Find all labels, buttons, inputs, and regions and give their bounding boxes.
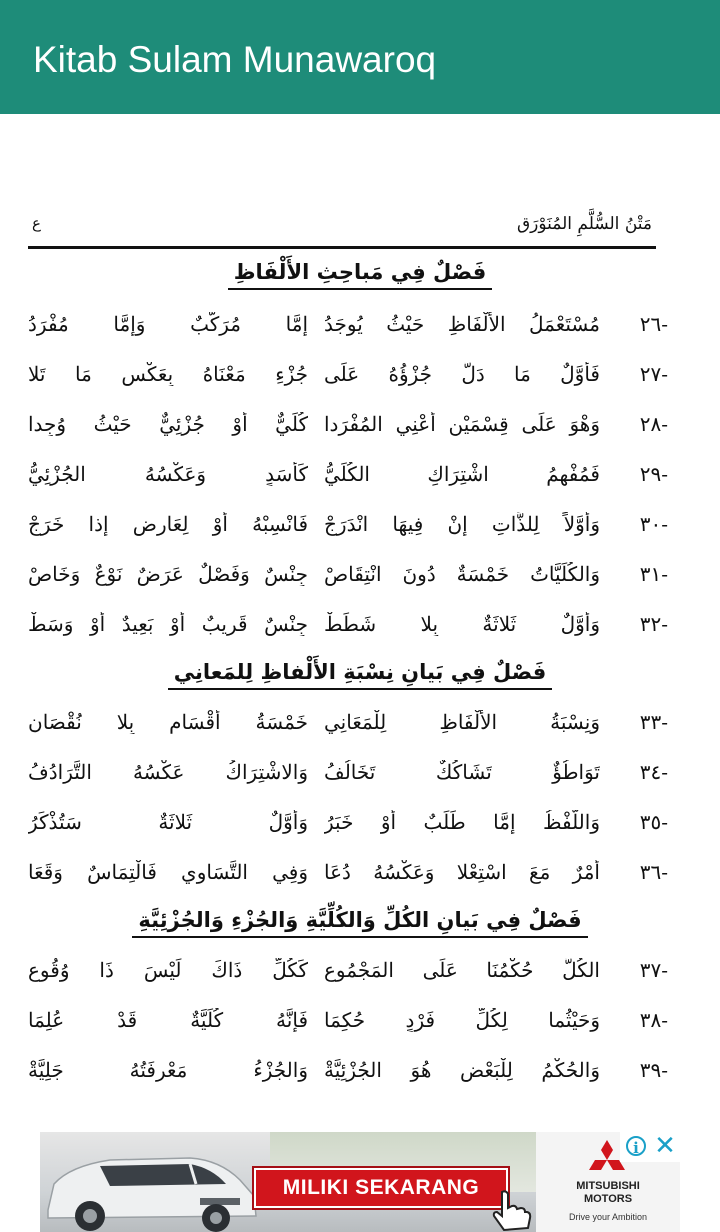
section-title-text: فَصْلٌ فِي مَباحِثِ الأَلْفَاظِ	[228, 260, 492, 290]
verse-line	[28, 556, 668, 596]
verse-second-hemistich: فَانْسِبْهُ أَوْ لِعَارِضٍ إِذا خَرَجْ	[28, 512, 308, 536]
verse-first-hemistich: الكُلُّ حُكْمُنَا عَلَى المَجْمُوعِ	[324, 958, 600, 982]
verse-second-hemistich: كُلِّيٌّ أَوْ جُزْئِيٌّ حَيْثُ وُجِدا	[28, 412, 308, 436]
brand-tagline: Drive your Ambition	[568, 1212, 648, 1222]
brand-name-line1: MITSUBISHI	[576, 1180, 640, 1192]
verse-second-hemistich: جُزْءِ مَعْنَاهُ بِعَكْسِ مَا تَلا	[28, 362, 308, 386]
book-page[interactable]	[0, 114, 720, 1132]
verse-line	[28, 952, 668, 992]
verse-first-hemistich: وَالحُكْمُ لِلْبَعْضِ هُوَ الجُزْئِيَّةْ	[324, 1058, 600, 1082]
verse-line	[28, 1002, 668, 1042]
car-image-icon	[40, 1140, 265, 1232]
verse-line	[28, 306, 668, 346]
verse-second-hemistich: كَأَسَدٍ وَعَكْسُهُ الجُزْئِيُّ	[28, 462, 308, 486]
verse-number: -٢٨	[639, 412, 668, 436]
page-number: ع	[32, 214, 41, 232]
page-header	[28, 206, 656, 249]
ad-cta-button[interactable]: MILIKI SEKARANG	[254, 1168, 508, 1208]
section-title-text: فَصْلٌ فِي بَيانِ نِسْبَةِ الأَلْفاظِ لِلمَعانِي	[168, 660, 553, 690]
verse-first-hemistich: وَأَوَّلٌ ثَلاثَةٌ بِلا شَطَطْ	[324, 612, 600, 636]
verse-line	[28, 506, 668, 546]
verse-number: -٣٩	[639, 1058, 668, 1082]
verse-first-hemistich: وَاللَّفْظُ إِمَّا طَلَبٌ أَوْ خَبَرُ	[324, 810, 600, 834]
verse-second-hemistich: وَالاشْتِرَاكُ عَكْسُهُ التَّرَادُفُ	[28, 760, 308, 784]
app-bar	[0, 0, 720, 114]
verse-second-hemistich: كَكُلِّ ذَاكَ لَيْسَ ذَا وُقُوعِ	[28, 958, 308, 982]
brand-name	[536, 1180, 680, 1206]
verse-second-hemistich: خَمْسَةُ أَقْسَامٍ بِلا نُقْصَانِ	[28, 710, 308, 734]
verse-line	[28, 854, 668, 894]
ad-close-icon[interactable]: ✕	[654, 1132, 676, 1161]
verse-first-hemistich: وَنِسْبَةُ الأَلْفَاظِ لِلْمَعَانِي	[324, 710, 600, 734]
verse-line	[28, 406, 668, 446]
verse-number: -٢٩	[639, 462, 668, 486]
verse-line	[28, 704, 668, 744]
ad-info-icon[interactable]: i	[626, 1136, 646, 1156]
ad-controls	[620, 1132, 680, 1162]
verse-line	[28, 356, 668, 396]
verse-first-hemistich: وَالكُلِّيَّاتُ خَمْسَةٌ دُونَ انْتِقَاصْ	[324, 562, 600, 586]
pointer-hand-icon	[488, 1188, 532, 1232]
verse-second-hemistich: إِمَّا مُرَكَّبٌ وَإِمَّا مُفْرَدُ	[28, 312, 308, 336]
verse-second-hemistich: فَإِنَّهُ كُلِّيَّةٌ قَدْ عُلِمَا	[28, 1008, 308, 1032]
verse-number: -٣٦	[639, 860, 668, 884]
verse-first-hemistich: مُسْتَعْمَلُ الأَلْفَاظِ حَيْثُ يُوجَدُ	[324, 312, 600, 336]
verse-number: -٣٣	[639, 710, 668, 734]
verse-number: -٣٢	[639, 612, 668, 636]
verse-first-hemistich: فَأَوَّلٌ مَا دَلَّ جُزْؤُهُ عَلَى	[324, 362, 600, 386]
page-header-title: مَتْنُ السُّلَّمِ المُنَوْرَق	[516, 214, 652, 234]
verse-line	[28, 606, 668, 646]
verse-first-hemistich: وَهْوَ عَلَى قِسْمَيْنِ أَعْنِي المُفْرَدا	[324, 412, 600, 436]
section-title	[0, 908, 720, 932]
verse-first-hemistich: وَأَوَّلاً لِلذَّاتِ إِنْ فِيهَا انْدَرَجْ	[324, 512, 600, 536]
verse-second-hemistich: وَأَوَّلٌ ثَلاثَةٌ سَتُذْكَرُ	[28, 810, 308, 834]
verse-number: -٣٠	[639, 512, 668, 536]
section-title	[0, 260, 720, 284]
verse-number: -٣٤	[639, 760, 668, 784]
app-title: Kitab Sulam Munawaroq	[33, 39, 437, 80]
verse-number: -٣٧	[639, 958, 668, 982]
verse-second-hemistich: وَالجُزْءُ مَعْرِفَتُهُ جَلِيَّةْ	[28, 1058, 308, 1082]
verse-number: -٢٧	[639, 362, 668, 386]
verse-number: -٣٥	[639, 810, 668, 834]
verse-number: -٣٨	[639, 1008, 668, 1032]
verse-first-hemistich: وَحَيْثُما لِكُلِّ فَرْدٍ حُكِمَا	[324, 1008, 600, 1032]
verse-first-hemistich: فَمُفْهِمُ اشْتِرَاكِ الكُلِّيُّ	[324, 462, 600, 486]
verse-line	[28, 754, 668, 794]
verse-second-hemistich: وَفِي التَّسَاوِي فَالْتِمَاسٌ وَقَعَا	[28, 860, 308, 884]
verse-second-hemistich: جِنْسٌ وَفَصْلٌ عَرَضٌ نَوْعٌ وَخَاصْ	[28, 562, 308, 586]
section-title	[0, 660, 720, 684]
verse-first-hemistich: أَمْرٌ مَعَ اسْتِعْلا وَعَكْسُهُ دُعَا	[324, 860, 600, 884]
verse-first-hemistich: تَوَاطُؤٌ تَشَاكُكٌ تَخَالُفُ	[324, 760, 600, 784]
verse-line	[28, 456, 668, 496]
ad-banner[interactable]	[40, 1132, 680, 1232]
brand-name-line2: MOTORS	[583, 1193, 633, 1205]
verse-line	[28, 804, 668, 844]
verse-line	[28, 1052, 668, 1092]
verse-second-hemistich: جِنْسٌ قَرِيبٌ أَوْ بَعِيدٌ أَوْ وَسَطْ	[28, 612, 308, 636]
verse-number: -٣١	[639, 562, 668, 586]
verse-number: -٢٦	[639, 312, 668, 336]
section-title-text: فَصْلٌ فِي بَيانِ الكُلِّ وَالكُلِّيَّةِ وَالجُزْءِ وَالجُزْئِيَّةِ	[132, 908, 587, 938]
